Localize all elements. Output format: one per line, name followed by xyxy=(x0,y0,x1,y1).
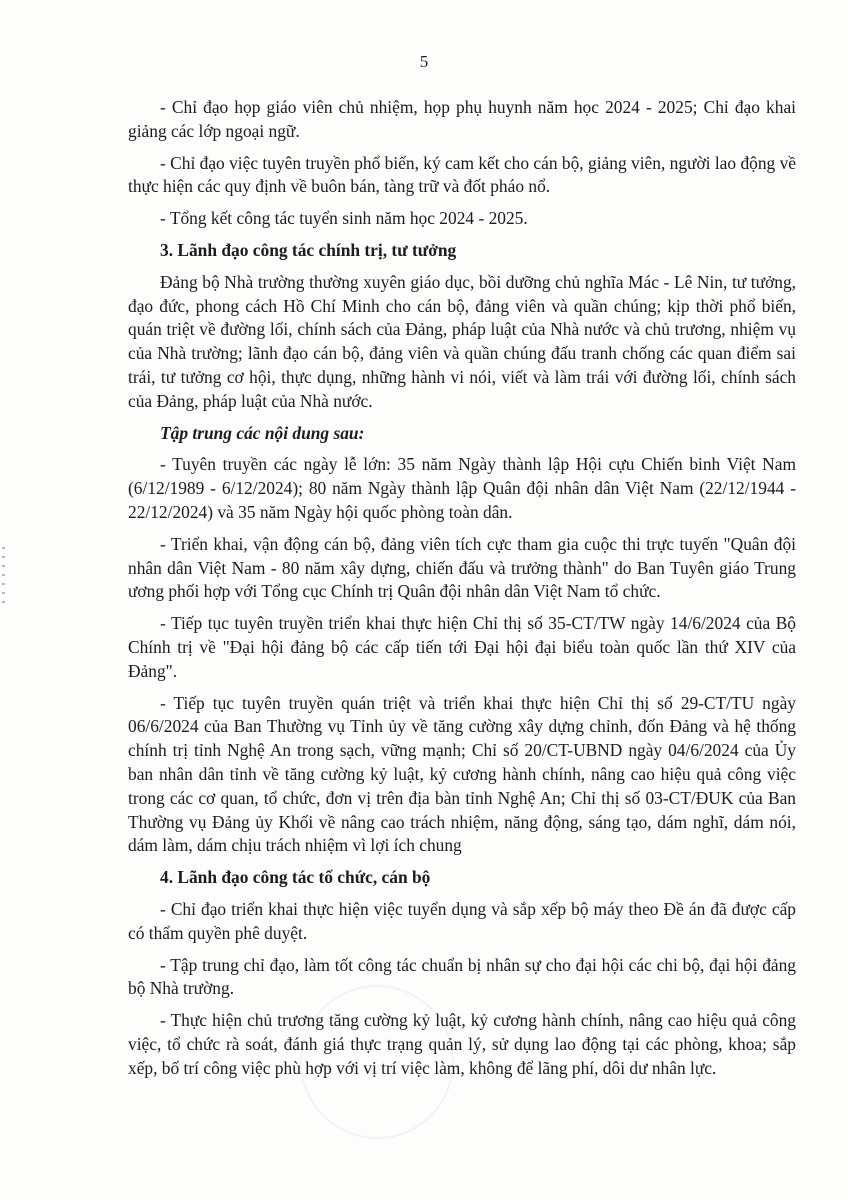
paragraph: - Chỉ đạo việc tuyên truyền phổ biến, ký cam kết cho cán bộ, giảng viên, người lao động về thực hiện các quy định về buôn bán, tàng trữ và đốt pháo nổ. xyxy=(128,152,796,197)
list-item: - Triển khai, vận động cán bộ, đảng viên tích cực tham gia cuộc thi trực tuyến "Quân đội nhân dân Việt Nam - 80 năm xây dựng, chiến đấu và trưởng thành" do Ban Tuyên giáo Trung ương phối hợp với Tổng cục Chính trị Quân đội nhân dân Việt Nam tổ chức. xyxy=(128,533,796,602)
paragraph: - Tổng kết công tác tuyển sinh năm học 2024 - 2025. xyxy=(160,208,528,229)
page-number: 5 xyxy=(419,52,429,71)
document-body xyxy=(128,96,796,1088)
section-heading: 4. Lãnh đạo công tác tổ chức, cán bộ xyxy=(160,867,431,888)
paragraph: Đảng bộ Nhà trường thường xuyên giáo dục, bồi dưỡng chủ nghĩa Mác - Lê Nin, tư tưởng, đạo đức, phong cách Hồ Chí Minh cho cán bộ, đảng viên và quần chúng; kịp thời phổ biến, quán triệt về đường lối, chính sách của Đảng, pháp luật của Nhà nước và chủ trương, nhiệm vụ của Nhà trường; lãnh đạo cán bộ, đảng viên và quần chúng đấu tranh chống các quan điểm sai trái, tư tưởng cơ hội, thực dụng, những hành vi nói, viết và làm trái với đường lối, chính sách của Đảng, pháp luật của Nhà nước. xyxy=(128,271,796,411)
list-item: - Tập trung chỉ đạo, làm tốt công tác chuẩn bị nhân sự cho đại hội các chi bộ, đại hội đảng bộ Nhà trường. xyxy=(128,954,796,999)
section-heading: 3. Lãnh đạo công tác chính trị, tư tưởng xyxy=(160,239,457,260)
list-item: - Thực hiện chủ trương tăng cường kỷ luật, kỷ cương hành chính, nâng cao hiệu quả công việc, tổ chức rà soát, đánh giá thực trạng quản lý, sử dụng lao động tại các phòng, khoa; sắp xếp, bố trí công việc phù hợp với vị trí việc làm, không để lãng phí, dôi dư nhân lực. xyxy=(128,1010,796,1078)
list-item: - Tiếp tục tuyên truyền quán triệt và triển khai thực hiện Chỉ thị số 29-CT/TU ngày 06/6/2024 của Ban Thường vụ Tỉnh ủy về tăng cường xây dựng chỉnh, đốn Đảng và hệ thống chính trị tỉnh Nghệ An trong sạch, vững mạnh; Chỉ số 20/CT-UBND ngày 04/6/2024 của Ủy ban nhân dân tỉnh về tăng cường kỷ luật, kỷ cương hành chính, nâng cao hiệu quả công việc trong các cơ quan, tổ chức, đơn vị trên địa bàn tỉnh Nghệ An; Chỉ thị số 03-CT/ĐUK của Ban Thường vụ Đảng ủy Khối về nâng cao trách nhiệm, năng động, sáng tạo, dám nghĩ, dám nói, dám làm, dám chịu trách nhiệm vì lợi ích chung xyxy=(128,692,796,856)
subheading: Tập trung các nội dung sau: xyxy=(160,422,365,443)
list-item: - Tiếp tục tuyên truyền triển khai thực hiện Chỉ thị số 35-CT/TW ngày 14/6/2024 của Bộ Chính trị về "Đại hội đảng bộ các cấp tiến tới Đại hội đại biểu toàn quốc lần thứ XIV của Đảng". xyxy=(128,613,796,681)
paragraph: - Chỉ đạo họp giáo viên chủ nhiệm, họp phụ huynh năm học 2024 - 2025; Chỉ đạo khai giảng các lớp ngoại ngữ. xyxy=(128,97,796,141)
binder-marks xyxy=(0,540,10,640)
list-item: - Tuyên truyền các ngày lễ lớn: 35 năm Ngày thành lập Hội cựu Chiến binh Việt Nam (6/12/1989 - 6/12/2024); 80 năm Ngày thành lập Quân đội nhân dân Việt Nam (22/12/1944 - 22/12/2024) và 35 năm Ngày hội quốc phòng toàn dân. xyxy=(128,454,796,522)
list-item: - Chỉ đạo triển khai thực hiện việc tuyển dụng và sắp xếp bộ máy theo Đề án đã được cấp có thẩm quyền phê duyệt. xyxy=(128,898,796,943)
